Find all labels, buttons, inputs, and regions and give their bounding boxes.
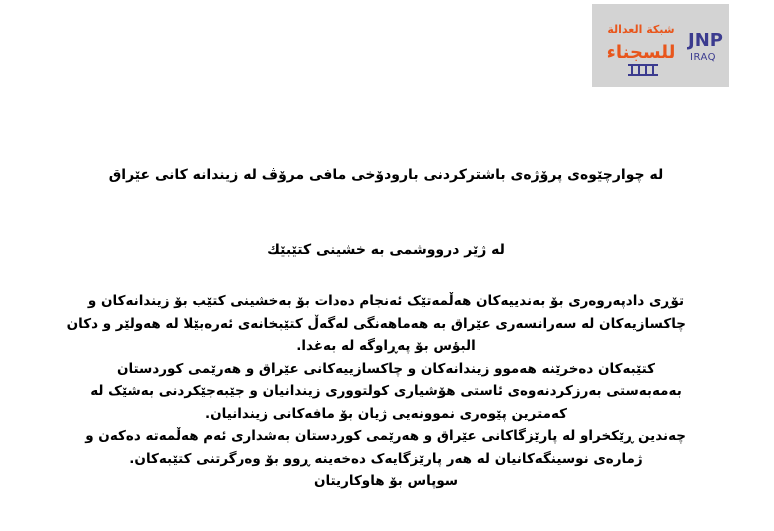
closing-line: سوپاس بۆ هاوکاریتان bbox=[313, 473, 459, 489]
logo-country-text: IRAQ bbox=[690, 52, 717, 63]
logo-arabic-prisoners-text: للسجناء bbox=[606, 42, 676, 63]
document-slogan: له ژێر درووشمی به خشینی کتێبێك bbox=[267, 242, 505, 258]
text-line: البؤس بۆ پەڕاوگە لە بەغدا. bbox=[296, 338, 476, 354]
prison-bars-icon bbox=[628, 64, 658, 76]
logo-arabic-network-text: شبكة العدالة bbox=[607, 23, 675, 36]
document-title: له چوارچێوەی پرۆژەی باشترکردنی بارودۆخی مافی مرۆڤ له زیندانه کانی عێراق bbox=[108, 167, 664, 183]
text-line: ژمارەی نوسینگەکانیان لە هەر پارێزگایەک دەخەینە ڕوو بۆ وەرگرتنی کتێبەکان. bbox=[129, 450, 643, 467]
document-paragraph bbox=[66, 290, 686, 493]
text-line: کتێبەکان دەخرێنە هەموو زیندانەکان و چاکسازییەکانی عێراق و هەرێمی کوردستان bbox=[116, 360, 656, 377]
logo-brand-text: JNP bbox=[688, 30, 723, 51]
text-line: چەندین ڕێکخراو لە پارێزگاکانی عێراق و هەرێمی کوردستان بەشداری ئەم هەڵمەتە دەکەن و bbox=[85, 428, 686, 444]
network-logo bbox=[592, 4, 729, 87]
text-line: کەمترین پێوەری نموونەیی ژیان بۆ مافەکانی زیندانیان. bbox=[205, 405, 567, 422]
text-line: تۆڕی دادپەروەری بۆ بەندییەکان هەڵمەتێک ئەنجام دەدات بۆ بەخشینی کتێب بۆ زیندانەکان و bbox=[87, 293, 685, 309]
text-line: بەمەبەستی بەرزکردنەوەی ئاستی هۆشیاری کولتووری زیندانیان و جێبەجێکردنی بەشێک لە bbox=[90, 383, 682, 399]
text-line: چاکسازیەکان لە سەرانسەری عێراق بە هەماهەنگی لەگەڵ کتێبخانەی ئەرەبێلا لە هەولێر و دکان bbox=[66, 315, 686, 332]
